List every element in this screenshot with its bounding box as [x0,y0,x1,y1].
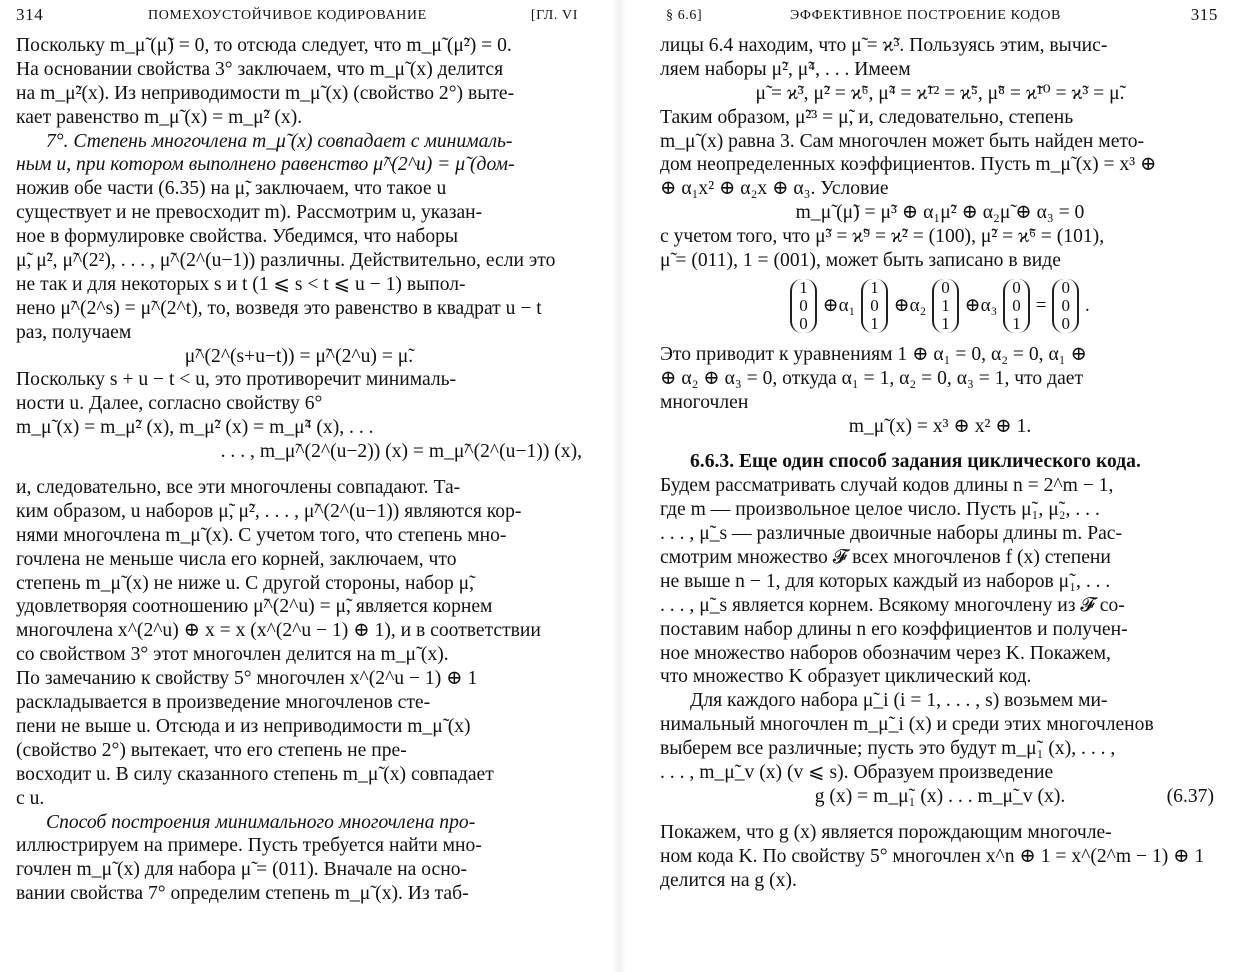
text-line: делится на g (x). [660,869,797,891]
text-line: гочлена не меньше числа его корней, заключаем, что [16,548,457,570]
left-page [16,0,582,972]
text-line: нями многочлена m_μ̃ (x). С учетом того, что степень мно- [16,524,507,546]
display-formula: μ̃ = ϰ̃³, μ̃² = ϰ̃⁶, μ̃⁴ = ϰ̃¹² = ϰ̃⁵, μ̃⁸ = ϰ̃¹⁰ = ϰ̃³ = μ̃. [755,82,1125,104]
text-line: нено μ̃^(2^s) = μ̃^(2^t), то, возведя это равенство в квадрат u − t [16,297,542,319]
text-line: Будем рассматривать случай кодов длины n = 2^m − 1, [660,475,1114,497]
left-header-title: ПОМЕХОУСТОЙЧИВОЕ КОДИРОВАНИЕ [148,8,427,23]
formula-6-37: g (x) = m_μ̃₁ (x) . . . m_μ̃_v (x). [814,785,1066,807]
right-page-number: 315 [1190,5,1218,24]
text-line: что множество K образует циклический код. [660,666,1032,688]
display-formula [660,785,1220,809]
text-line: . . . , μ̃_s — различные двоичные наборы длины m. Рас- [660,523,1123,545]
right-body-text [660,34,1220,893]
operator: . [1084,294,1090,316]
text-line: . . . , μ̃_s является корнем. Всякому многочлену из 𝓕 со- [660,594,1125,616]
right-running-header [660,0,1220,34]
column-vector: 0 1 1 [932,279,959,333]
text-line: На основании свойства 3° заключаем, что m_μ̃ (x) делится [16,58,504,80]
text-line: поставим набор длины n его коэффициентов и получен- [660,618,1128,640]
display-formula: . . . , m_μ̃^(2^(u−2)) (x) = m_μ̃^(2^(u−1)) (x), [220,441,582,463]
text-line: ное множество наборов обозначим через K. Покажем, [660,642,1111,664]
text-line: на m_μ̃²(x). Из неприводимости m_μ̃ (x) (свойство 2°) выте- [16,82,515,104]
display-formula: m_μ̃ (μ̃) = μ̃³ ⊕ α₁μ̃² ⊕ α₂μ̃ ⊕ α₃ = 0 [795,202,1085,224]
left-body-text [16,34,582,906]
text-line: Таким образом, μ̃²³ = μ̃, и, следовательно, степень [660,106,1074,128]
operator: ⊕α₁ [822,295,856,317]
text-line: иллюстрируем на примере. Пусть требуется найти мно- [16,835,482,857]
right-header-title: ЭФФЕКТИВНОЕ ПОСТРОЕНИЕ КОДОВ [790,8,1061,23]
text-line: Поскольку s + u − t < u, это противоречит минималь- [16,369,457,391]
equation-number: (6.37) [1166,785,1214,807]
text-line: существует и не превосходит m). Рассмотрим u, указан- [16,202,483,224]
text-line: μ̃, μ̃², μ̃^(2²), . . . , μ̃^(2^(u−1)) различны. Действительно, если это [16,250,556,272]
text-line: Поскольку m_μ̃ (μ̃) = 0, то отсюда следует, что m_μ̃ (μ̃²) = 0. [16,35,512,56]
italic-lead-line: Способ построения минимального многочлена про- [46,811,476,833]
right-header-section: § 6.6] [666,8,703,23]
text-line: ⊕ α₂ ⊕ α₃ = 0, откуда α₁ = 1, α₂ = 0, α₃ = 1, что дает [660,367,1084,389]
text-line: кает равенство m_μ̃ (x) = m_μ̃² (x). [16,106,303,128]
text-line: ности u. Далее, согласно свойству 6° [16,393,323,415]
section-heading: 6.6.3. Еще один способ задания циклического кода. [690,451,1141,473]
text-line: ное в формулировке свойства. Убедимся, что наборы [16,226,459,248]
column-vector: 0 0 0 [1052,279,1079,333]
text-line: со свойством 3° этот многочлен делится на m_μ̃ (x). [16,644,449,666]
text-line: раз, получаем [16,321,132,343]
text-line: μ̃ = (011), 1 = (001), может быть записано в виде [660,250,1061,272]
display-formula: m_μ̃ (x) = m_μ̃² (x), m_μ̃² (x) = m_μ̃⁴ (x), . . . [16,417,374,439]
text-line: гочлен m_μ̃ (x) для набора μ̃ = (011). Вначале на осно- [16,859,468,881]
text-line: ⊕ α₁x² ⊕ α₂x ⊕ α₃. Условие [660,178,889,200]
text-line: удовлетворяя соотношению μ̃^(2^u) = μ̃, является корнем [16,596,493,618]
text-line: выберем все различные; пусть это будут m_μ̃₁ (x), . . . , [660,738,1116,760]
left-page-number: 314 [16,5,44,24]
operator: = [1035,294,1047,316]
left-header-chapter: [ГЛ. VI [530,8,578,23]
column-vector: 1 0 1 [861,279,888,333]
text-line: Покажем, что g (x) является порождающим многочле- [660,821,1112,843]
text-line: лицы 6.4 находим, что μ̃ = ϰ̃³. Пользуясь этим, вычис- [660,35,1108,56]
operator: ⊕α₂ [893,295,927,317]
text-line: ким образом, u наборов μ̃, μ̃², . . . , μ̃^(2^(u−1)) являются кор- [16,500,522,522]
text-line: с учетом того, что μ̃³ = ϰ̃⁹ = ϰ̃² = (100), μ̃² = ϰ̃⁶ = (101), [660,226,1105,248]
text-line: m_μ̃ (x) равна 3. Сам многочлен может быть найден мето- [660,130,1145,152]
operator: ⊕α₃ [964,295,998,317]
text-line: ном кода K. По свойству 5° многочлен x^n ⊕ 1 = x^(2^m − 1) ⊕ 1 [660,845,1205,867]
vector-equation [660,275,1220,337]
text-line: По замечанию к свойству 5° многочлен x^(2^u − 1) ⊕ 1 [16,668,478,690]
display-formula: m_μ̃ (x) = x³ ⊕ x² ⊕ 1. [848,415,1032,437]
text-line: (свойство 2°) вытекает, что его степень не пре- [16,739,407,761]
text-line: не так и для некоторых s и t (1 ⩽ s < t ⩽ u − 1) выпол- [16,273,466,295]
text-line: ным u, при котором выполнено равенство μ̃^(2^u) = μ̃ (дом- [16,154,515,176]
text-line: где m — произвольное целое число. Пусть μ̃₁, μ̃₂, . . . [660,499,1100,521]
text-line: Это приводит к уравнениям 1 ⊕ α₁ = 0, α₂ = 0, α₁ ⊕ [660,343,1087,365]
property-7-line: 7°. Степень многочлена m_μ̃ (x) совпадает с минималь- [46,130,513,152]
text-line: и, следовательно, все эти многочлены совпадают. Та- [16,477,461,499]
text-line: не выше n − 1, для которых каждый из наборов μ̃₁, . . . [660,570,1111,592]
text-line: многочлена x^(2^u) ⊕ x = x (x^(2^u − 1) ⊕ 1), и в соответствии [16,620,541,642]
text-line: нимальный многочлен m_μ̃_i (x) и среди этих многочленов [660,714,1154,736]
display-formula: μ̃^(2^(s+u−t)) = μ̃^(2^u) = μ̃. [184,345,414,367]
text-line: . . . , m_μ̃_v (x) (v ⩽ s). Образуем произведение [660,762,1054,784]
text-line: пени не выше u. Отсюда и из неприводимости m_μ̃ (x) [16,715,471,737]
text-line: смотрим множество 𝓕 всех многочленов f (x) степени [660,547,1111,569]
text-line: восходит u. В силу сказанного степень m_μ̃ (x) совпадает [16,763,494,785]
right-page [660,0,1220,972]
text-line: многочлен [660,391,749,413]
book-gutter [612,0,626,972]
text-line: дом неопределенных коэффициентов. Пусть m_μ̃ (x) = x³ ⊕ [660,154,1157,176]
text-line: ляем наборы μ̃², μ̃⁴, . . . Имеем [660,58,911,80]
text-line: раскладывается в произведение многочленов сте- [16,692,431,714]
text-line: Для каждого набора μ̃_i (i = 1, . . . , s) возьмем ми- [690,690,1108,712]
column-vector: 0 0 1 [1003,279,1030,333]
left-running-header [16,0,582,34]
text-line: ножив обе части (6.35) на μ̃, заключаем, что такое u [16,178,447,200]
text-line: вании свойства 7° определим степень m_μ̃ (x). Из таб- [16,883,469,905]
text-line: степень m_μ̃ (x) не ниже u. С другой стороны, набор μ̃, [16,572,475,594]
column-vector: 1 0 0 [790,279,817,333]
text-line: с u. [16,787,45,809]
